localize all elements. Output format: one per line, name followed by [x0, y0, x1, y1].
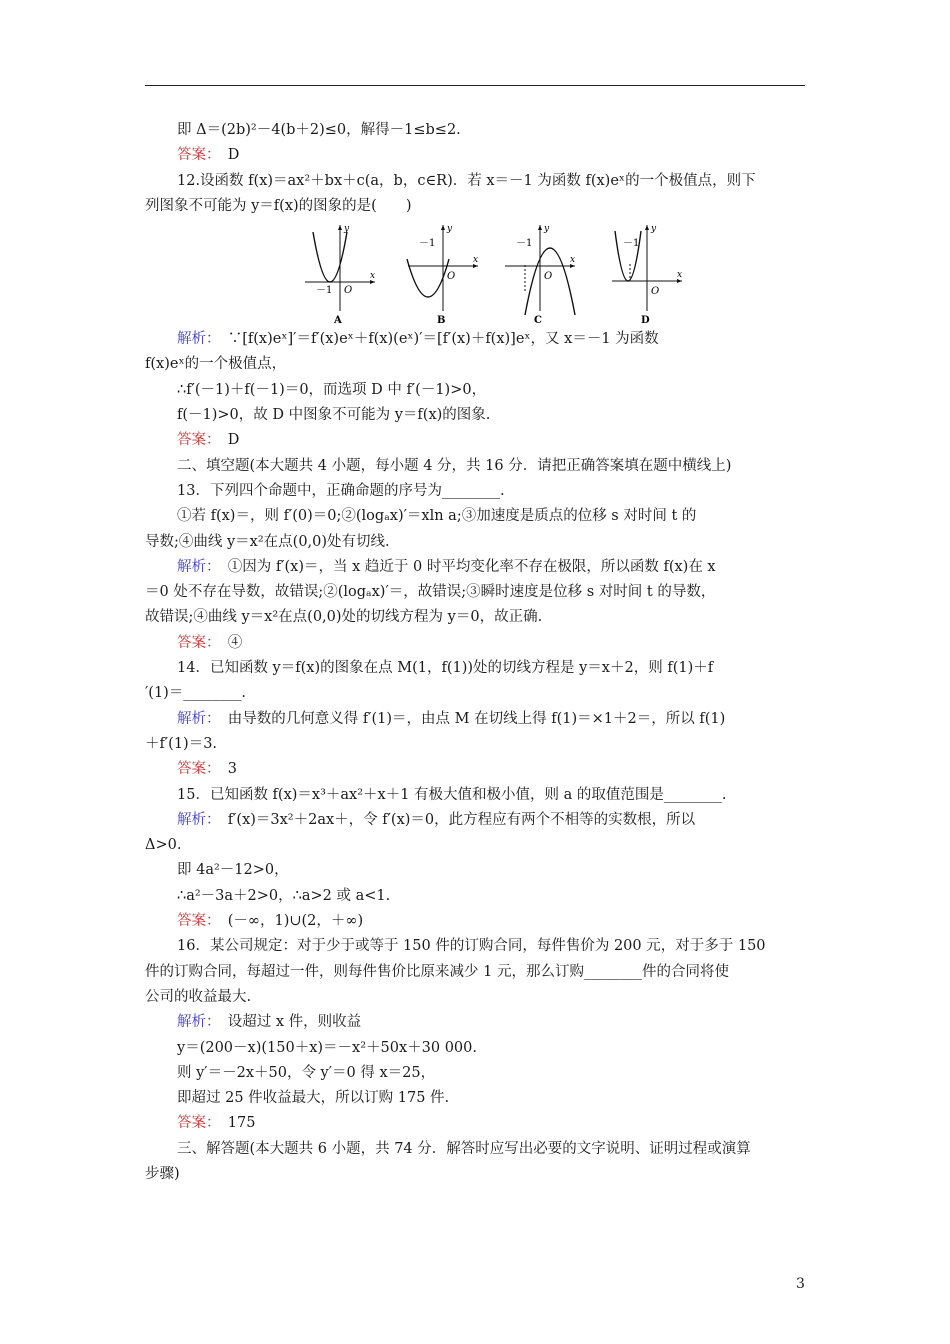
answer-line: [145, 757, 805, 782]
option-label-a: A: [334, 315, 342, 327]
answer-label: 答案：: [177, 761, 214, 778]
analysis-label: 解析：: [177, 811, 214, 828]
line-text: 即超过 25 件收益最大，所以订购 175 件.: [177, 1090, 450, 1107]
line-text: 即 4a²－12>0，: [177, 862, 289, 879]
text-line: [145, 479, 805, 504]
text-line: [145, 454, 805, 479]
answer-line: [145, 428, 805, 453]
graph-c: [505, 224, 575, 326]
answer-label: 答案：: [177, 634, 214, 651]
document-body: [145, 118, 805, 1187]
line-text: ＝0 处不存在导数，故错误;②(logₐx)′＝，故错误;③瞬时速度是位移 s 对时间 t 的导数，: [145, 584, 716, 601]
text-line: [145, 681, 805, 706]
header-rule: [145, 85, 805, 86]
text-line: [145, 884, 805, 909]
function-graphs-figure: [303, 219, 703, 327]
line-text: y＝(200－x)(150＋x)＝－x²＋50x＋30 000.: [177, 1039, 477, 1056]
text-line: [145, 1036, 805, 1061]
line-text: f(－1)>0，故 D 中图象不可能为 y＝f(x)的图象.: [177, 407, 491, 424]
tick-label: －1: [516, 238, 533, 250]
line-text: ④: [213, 634, 243, 651]
line-text: 设超过 x 件，则收益: [213, 1014, 362, 1031]
text-line: [145, 169, 805, 194]
text-line: [145, 580, 805, 605]
x-axis-label: x: [370, 271, 376, 282]
tick-label: －1: [316, 285, 333, 297]
line-text: 即 Δ＝(2b)²－4(b＋2)≤0，解得－1≤b≤2.: [177, 122, 461, 138]
analysis-line: [145, 707, 805, 732]
line-text: 公司的收益最大.: [145, 988, 252, 1005]
text-line: [145, 352, 805, 377]
line-text: ∴a²－3a＋2>0，∴a>2 或 a<1.: [177, 887, 391, 904]
line-text: 13．下列四个命题中，正确命题的序号为________.: [177, 482, 505, 499]
line-text: 三、解答题(本大题共 6 小题，共 74 分．解答时应写出必要的文字说明、证明过程或演算: [177, 1140, 751, 1157]
text-line: [145, 194, 805, 219]
text-line: [145, 605, 805, 630]
text-line: [145, 985, 805, 1010]
tick-label: －1: [623, 238, 640, 250]
graph-a: [305, 224, 375, 326]
x-axis-label: x: [473, 255, 479, 266]
line-text: ①因为 f′(x)＝，当 x 趋近于 0 时平均变化率不存在极限，所以函数 f(x)在 x: [213, 558, 716, 575]
text-line: [145, 858, 805, 883]
text-line: [145, 783, 805, 808]
option-label-c: C: [534, 315, 542, 327]
line-text: 15．已知函数 f(x)＝x³＋ax²＋x＋1 有极大值和极小值，则 a 的取值范围是________.: [177, 786, 727, 803]
x-axis-label: x: [677, 270, 683, 281]
line-text: 由导数的几何意义得 f′(1)＝，由点 M 在切线上得 f(1)＝×1＋2＝，所以 f(1): [213, 710, 726, 727]
y-axis-label: y: [651, 224, 657, 235]
text-line: [145, 833, 805, 858]
graph-d: [612, 224, 682, 326]
text-line: [145, 934, 805, 959]
text-line: [145, 1061, 805, 1086]
text-line: [145, 530, 805, 555]
line-text: 12.设函数 f(x)＝ax²＋bx＋c(a，b，c∈R)．若 x＝－1 为函数 f(x)eˣ的一个极值点，则下: [177, 172, 756, 189]
analysis-label: 解析：: [177, 558, 214, 575]
answer-label: 答案：: [177, 1115, 214, 1132]
analysis-line: [145, 327, 805, 352]
line-text: 175: [213, 1115, 256, 1132]
line-text: 列图象不可能为 y＝f(x)的图象的是( ): [145, 197, 412, 214]
line-text: 件的订购合同，每超过一件，则每件售价比原来减少 1 元，那么订购________件的合同将使: [145, 963, 729, 980]
text-line: [145, 504, 805, 529]
text-line: [145, 1137, 805, 1162]
line-text: 16．某公司规定：对于少于或等于 150 件的订购合同，每件售价为 200 元，对于多于 150: [177, 938, 766, 955]
figure-row: [145, 219, 805, 327]
line-text: ′(1)＝________.: [145, 685, 246, 702]
analysis-label: 解析：: [177, 331, 214, 348]
line-text: 3: [213, 761, 237, 778]
line-text: 则 y′＝－2x＋50，令 y′＝0 得 x＝25，: [177, 1064, 436, 1081]
text-line: [145, 118, 805, 143]
line-text: 步骤): [145, 1165, 180, 1182]
answer-line: [145, 1111, 805, 1136]
analysis-label: 解析：: [177, 1014, 214, 1031]
answer-label: 答案：: [177, 147, 214, 164]
line-text: 二、填空题(本大题共 4 小题，每小题 4 分，共 16 分．请把正确答案填在题中横线上): [177, 457, 732, 474]
text-line: [145, 960, 805, 985]
text-line: [145, 403, 805, 428]
text-line: [145, 378, 805, 403]
line-text: f′(x)＝3x²＋2ax＋，令 f′(x)＝0，此方程应有两个不相等的实数根，所以: [213, 811, 696, 828]
line-text: D: [213, 147, 240, 164]
y-axis-label: y: [344, 224, 350, 235]
line-text: (－∞，1)∪(2，＋∞): [213, 913, 364, 930]
answer-line: [145, 631, 805, 656]
line-text: D: [213, 432, 240, 449]
line-text: ＋f′(1)＝3.: [145, 735, 218, 752]
answer-label: 答案：: [177, 913, 214, 930]
origin-label: O: [344, 285, 353, 297]
line-text: ①若 f(x)＝，则 f′(0)＝0;②(logₐx)′＝xln a;③加速度是质点的位移 s 对时间 t 的: [177, 508, 697, 525]
text-line: [145, 656, 805, 681]
graph-b: [407, 224, 478, 326]
option-label-d: D: [641, 315, 650, 327]
y-axis-label: y: [447, 224, 453, 235]
analysis-line: [145, 555, 805, 580]
y-axis-label: y: [544, 224, 550, 235]
x-axis-label: x: [570, 255, 576, 266]
answer-label: 答案：: [177, 432, 214, 449]
text-line: [145, 732, 805, 757]
answer-line: [145, 143, 805, 168]
line-text: ∵[f(x)eˣ]′＝f′(x)eˣ＋f(x)(eˣ)′＝[f′(x)＋f(x)]eˣ，又 x＝－1 为函数: [213, 331, 659, 348]
analysis-line: [145, 808, 805, 833]
line-text: Δ>0.: [145, 837, 182, 854]
origin-label: O: [544, 271, 553, 283]
analysis-line: [145, 1010, 805, 1035]
origin-label: O: [447, 271, 456, 283]
line-text: 导数;④曲线 y＝x²在点(0,0)处有切线.: [145, 533, 390, 550]
line-text: 故错误;④曲线 y＝x²在点(0,0)处的切线方程为 y＝0，故正确.: [145, 609, 543, 626]
page-number: 3: [796, 1276, 805, 1292]
origin-label: O: [651, 286, 660, 298]
text-line: [145, 1162, 805, 1187]
line-text: f(x)eˣ的一个极值点，: [145, 356, 287, 373]
line-text: 14．已知函数 y＝f(x)的图象在点 M(1，f(1))处的切线方程是 y＝x＋2，则 f(1)＋f: [177, 660, 714, 677]
line-text: ∴f′(－1)＋f(－1)＝0，而选项 D 中 f′(－1)>0，: [177, 381, 487, 398]
option-label-b: B: [437, 315, 446, 327]
analysis-label: 解析：: [177, 710, 214, 727]
tick-label: －1: [419, 238, 436, 250]
text-line: [145, 1086, 805, 1111]
answer-line: [145, 909, 805, 934]
